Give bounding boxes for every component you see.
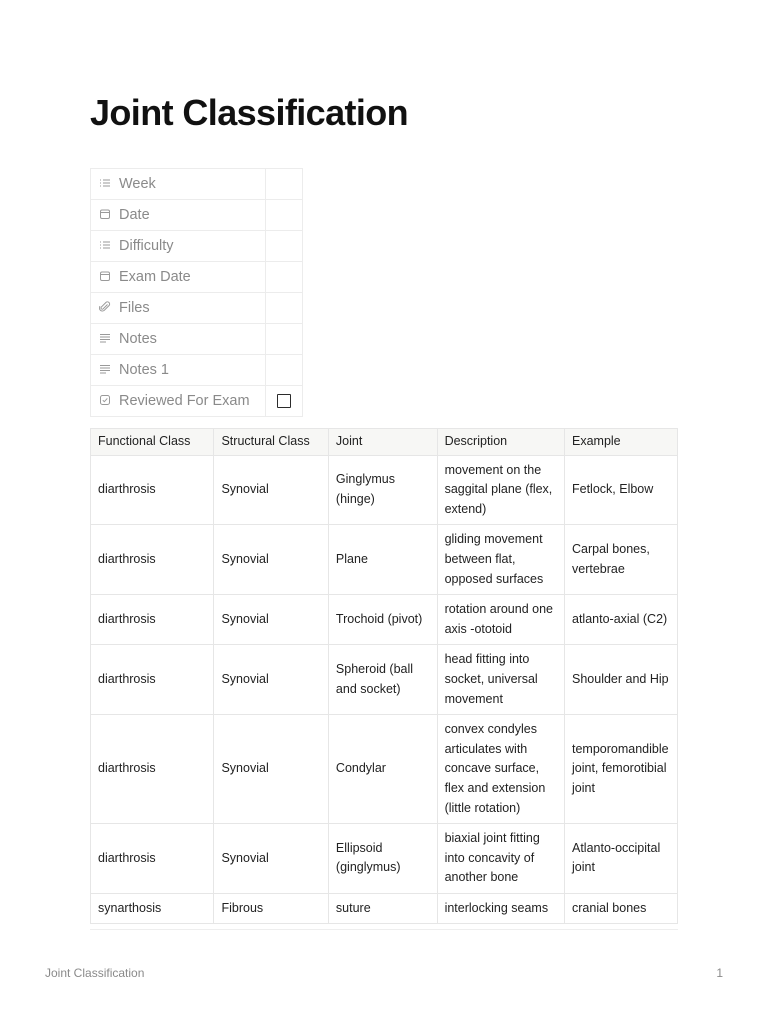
property-label: Files [119,300,150,316]
table-row [91,645,678,715]
description-cell: interlocking seams [437,893,564,924]
example-cell: Fetlock, Elbow [565,455,678,525]
example-cell: Carpal bones, vertebrae [565,525,678,595]
column-header-structural-class: Structural Class [214,429,328,456]
joint-cell: Spheroid (ball and socket) [328,645,437,715]
property-label: Exam Date [119,269,191,285]
calendar-icon [99,208,111,220]
structural-class-cell: Synovial [214,824,328,894]
footer-divider [90,929,678,930]
description-cell: convex condyles articulates with concave surface, flex and extension (little rotation) [437,715,564,824]
structural-class-cell: Synovial [214,455,328,525]
example-cell: temporomandible joint, femorotibial joint [565,715,678,824]
structural-class-cell: Synovial [214,595,328,645]
property-value[interactable] [266,293,303,324]
table-row [91,893,678,924]
paperclip-icon [99,301,111,313]
joint-cell: Plane [328,525,437,595]
property-name[interactable] [91,324,266,355]
joint-cell: suture [328,893,437,924]
description-cell: gliding movement between flat, opposed surfaces [437,525,564,595]
description-cell: rotation around one axis -ototoid [437,595,564,645]
footer-page-number: 1 [716,966,723,980]
column-header-description: Description [437,429,564,456]
example-cell: atlanto-axial (C2) [565,595,678,645]
functional-class-cell: diarthrosis [91,455,214,525]
description-cell: biaxial joint fitting into concavity of another bone [437,824,564,894]
property-name[interactable] [91,169,266,200]
structural-class-cell: Synovial [214,645,328,715]
text-lines-icon [99,332,111,344]
property-name[interactable] [91,262,266,293]
calendar-icon [99,270,111,282]
joint-table [90,428,678,924]
property-value[interactable] [266,386,303,417]
table-row [91,455,678,525]
property-value[interactable] [266,355,303,386]
functional-class-cell: diarthrosis [91,645,214,715]
table-row [91,715,678,824]
footer-title: Joint Classification [45,966,145,980]
property-value[interactable] [266,324,303,355]
joint-cell: Ellipsoid (ginglymus) [328,824,437,894]
list-icon [99,239,111,251]
structural-class-cell: Fibrous [214,893,328,924]
table-row [91,595,678,645]
column-header-functional-class: Functional Class [91,429,214,456]
example-cell: cranial bones [565,893,678,924]
property-name[interactable] [91,231,266,262]
example-cell: Atlanto-occipital joint [565,824,678,894]
property-row-week [91,169,303,200]
property-name[interactable] [91,386,266,417]
property-value[interactable] [266,169,303,200]
functional-class-cell: diarthrosis [91,525,214,595]
functional-class-cell: synarthosis [91,893,214,924]
property-row-exam-date [91,262,303,293]
property-row-notes [91,324,303,355]
property-value[interactable] [266,200,303,231]
example-cell: Shoulder and Hip [565,645,678,715]
joint-cell: Trochoid (pivot) [328,595,437,645]
page-title: Joint Classification [90,92,409,133]
property-row-reviewed-for-exam [91,386,303,417]
property-label: Week [119,176,156,192]
description-cell: movement on the saggital plane (flex, extend) [437,455,564,525]
properties-table [90,168,303,417]
functional-class-cell: diarthrosis [91,595,214,645]
structural-class-cell: Synovial [214,525,328,595]
property-name[interactable] [91,293,266,324]
description-cell: head fitting into socket, universal movement [437,645,564,715]
table-header-row [91,429,678,456]
reviewed-checkbox[interactable] [277,394,291,408]
property-label: Notes [119,331,157,347]
property-row-date [91,200,303,231]
property-label: Reviewed For Exam [119,393,250,409]
column-header-example: Example [565,429,678,456]
column-header-joint: Joint [328,429,437,456]
structural-class-cell: Synovial [214,715,328,824]
checkbox-icon [99,394,111,406]
property-row-difficulty [91,231,303,262]
property-value[interactable] [266,262,303,293]
property-row-notes-1 [91,355,303,386]
property-label: Difficulty [119,238,174,254]
functional-class-cell: diarthrosis [91,824,214,894]
text-lines-icon [99,363,111,375]
table-row [91,525,678,595]
joint-cell: Ginglymus (hinge) [328,455,437,525]
list-icon [99,177,111,189]
property-row-files [91,293,303,324]
property-label: Date [119,207,150,223]
property-name[interactable] [91,355,266,386]
property-name[interactable] [91,200,266,231]
table-row [91,824,678,894]
functional-class-cell: diarthrosis [91,715,214,824]
property-value[interactable] [266,231,303,262]
joint-cell: Condylar [328,715,437,824]
property-label: Notes 1 [119,362,169,378]
